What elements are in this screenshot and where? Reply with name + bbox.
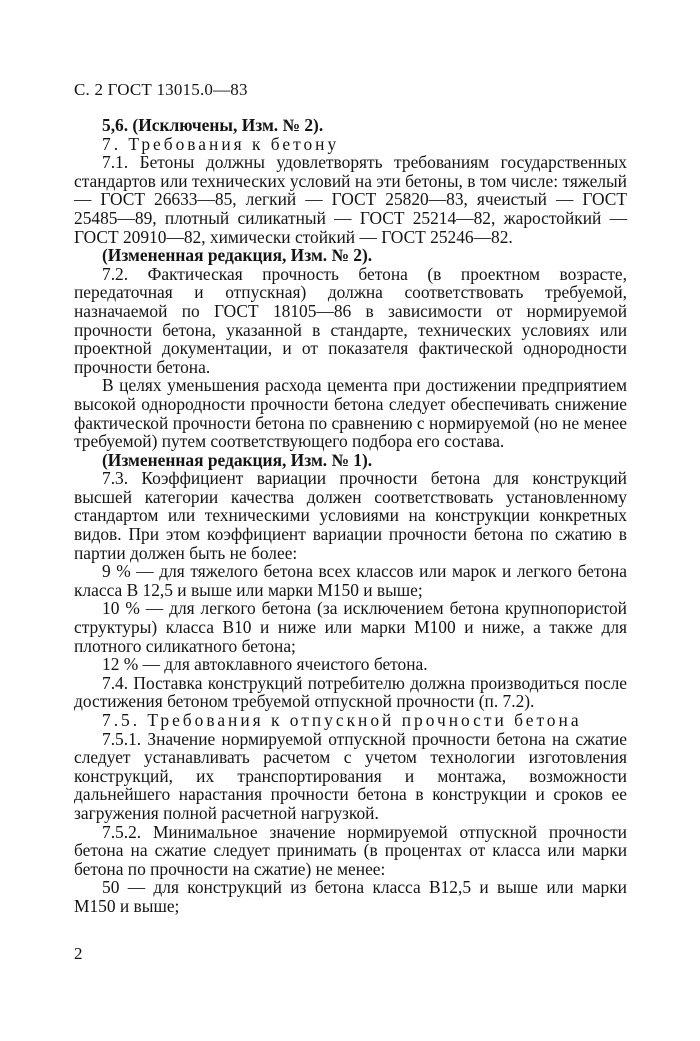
paragraph: 7.2. Фактическая прочность бетона (в проектном возрасте, передаточная и отпускная) должна соответствовать требуемой, назначаемой по ГОСТ 18105—86 в зависимости от нормируемой прочности бетона, указанной в стандарте, технических условиях или проектной документации, и от показателя фактической однородности прочности бетона.	[74, 263, 627, 377]
amendment-note: (Измененная редакция, Изм. № 2).	[102, 245, 373, 266]
paragraph: 9 % — для тяжелого бетона всех классов или марок и легкого бетона класса В 12,5 и выше или марки М150 и выше;	[74, 561, 627, 600]
amendment-note: 5,6. (Исключены, Изм. № 2).	[102, 115, 324, 135]
section-heading: 7. Требования к бетону	[102, 133, 340, 154]
paragraph: 12 % — для автоклавного ячеистого бетона.	[102, 654, 428, 675]
paragraph: 10 % — для легкого бетона (за исключением бетона крупнопористой структуры) класса В10 и ниже или марки М100 и ниже, а также для плотного силикатного бетона;	[74, 598, 627, 656]
paragraph: 7.5.2. Минимальное значение нормируемой отпускной прочности бетона на сжатие следует принимать (в процентах от класса или марки бетона по прочности на сжатие) не менее:	[74, 821, 627, 879]
paragraph: 7.3. Коэффициент вариации прочности бетона для конструкций высшей категории качества должен соответствовать установленному стандартом или техническими условиями на конструкции конкретных видов. При этом коэффициент вариации прочности бетона по сжатию в партии должен быть не более:	[74, 468, 627, 563]
running-header: С. 2 ГОСТ 13015.0—83	[74, 80, 248, 99]
paragraph: 7.5.1. Значение нормируемой отпускной прочности бетона на сжатие следует устанавливать расчетом с учетом технологии изготовления конструкций, их транспортирования и монтажа, возможности дальнейшего нарастания прочности бетона в конструкции и сроков ее загружения полной расчетной нагрузкой.	[74, 728, 627, 823]
paragraph: 7.1. Бетоны должны удовлетворять требованиям государственных стандартов или технических условий на эти бетоны, в том числе: тяжелый — ГОСТ 26633—85, легкий — ГОСТ 25820—83, ячеистый — ГОСТ 25485—89, плотный силикатный — ГОСТ 25214—82, жаростойкий — ГОСТ 20910—82, химически стойкий — ГОСТ 25246—82.	[74, 152, 627, 247]
amendment-note: (Измененная редакция, Изм. № 1).	[102, 449, 373, 470]
paragraph: 7.4. Поставка конструкций потребителю должна производиться после достижения бетоном требуемой отпускной прочности (п. 7.2).	[74, 672, 627, 712]
page-number: 2	[74, 944, 83, 963]
document-body	[74, 116, 627, 916]
paragraph: В целях уменьшения расхода цемента при достижении предприятием высокой однородности прочности бетона следует обеспечивать снижение фактической прочности бетона по сравнению с нормируемой (но не менее требуемой) путем соответствующего подбора его состава.	[74, 375, 627, 452]
paragraph: 50 — для конструкций из бетона класса В12,5 и выше или марки М150 и выше;	[74, 877, 627, 916]
section-heading: 7.5. Требования к отпускной прочности бетона	[102, 710, 582, 730]
